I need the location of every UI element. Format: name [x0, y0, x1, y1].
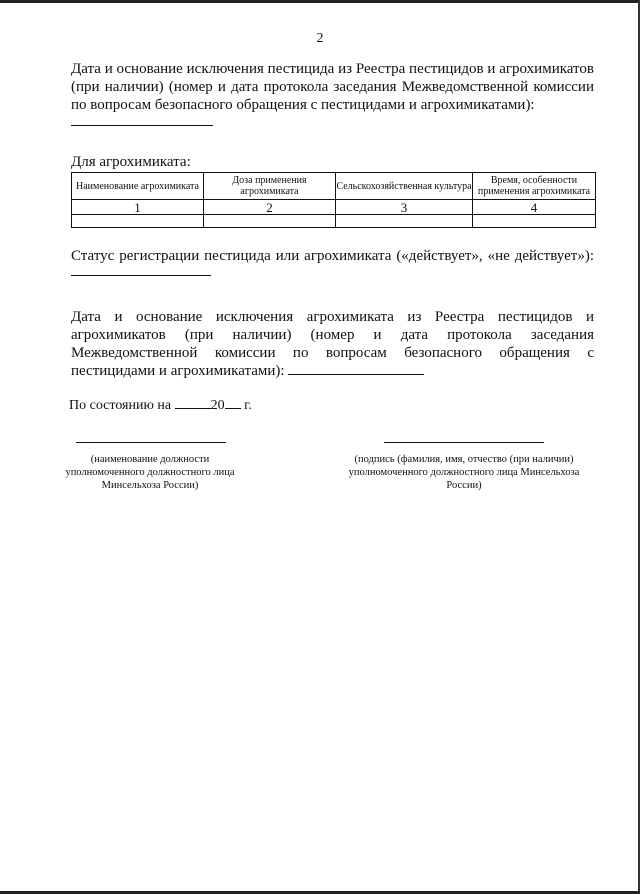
- column-number: 2: [204, 200, 336, 215]
- position-caption: (наименование должности уполномоченного должностного лица Минсельхоза России): [65, 454, 235, 491]
- registration-status-paragraph: Статус регистрации пестицида или агрохимиката («действует», «не действует»):: [71, 248, 594, 264]
- as-of-date: [69, 398, 252, 414]
- pesticide-exclusion-paragraph: Дата и основание исключения пестицида из Реестра пестицидов и агрохимикатов (при наличии) (номер и дата протокола заседания Межведомственной комиссии по вопросам безопасного обращения с пестицидами и агрохимикатами):: [71, 61, 594, 113]
- table-number-row: [72, 200, 596, 215]
- table-cell[interactable]: [72, 215, 204, 228]
- agrochemical-exclusion-paragraph: Дата и основание исключения агрохимиката из Реестра пестицидов и агрохимикатов (при наличии) (номер и дата протокола заседания Межведомственной комиссии по вопросам безопасного обращения с пестицидами и агрохимикатами):: [71, 309, 594, 379]
- as-of-label: По состоянию на: [69, 398, 172, 413]
- header-application-dose: Доза применения агрохимиката: [204, 173, 336, 200]
- pesticide-exclusion-blank[interactable]: [71, 125, 213, 126]
- scan-edge-top: [0, 0, 640, 3]
- table-cell[interactable]: [473, 215, 596, 228]
- table-cell[interactable]: [336, 215, 473, 228]
- day-month-blank[interactable]: [175, 407, 211, 409]
- official-position-block: [64, 442, 236, 492]
- column-number: 1: [72, 200, 204, 215]
- table-row: [72, 215, 596, 228]
- registration-status-blank[interactable]: [71, 275, 211, 276]
- header-crop: Сельскохозяйственная культура: [336, 173, 473, 200]
- year-blank[interactable]: [225, 407, 241, 409]
- table-cell[interactable]: [204, 215, 336, 228]
- year-suffix: г.: [244, 398, 252, 413]
- header-application-time: Время, особенности применения агрохимиката: [473, 173, 596, 200]
- position-line[interactable]: [76, 442, 226, 443]
- header-agrochemical-name: Наименование агрохимиката: [72, 173, 204, 200]
- signature-block: [348, 442, 580, 492]
- column-number: 3: [336, 200, 473, 215]
- signature-line[interactable]: [384, 442, 544, 443]
- table-header-row: [72, 173, 596, 200]
- column-number: 4: [473, 200, 596, 215]
- page-number: 2: [316, 31, 324, 46]
- agrochemical-heading: Для агрохимиката:: [71, 154, 191, 170]
- agrochemical-table: [71, 172, 596, 228]
- agrochemical-exclusion-blank[interactable]: [288, 373, 424, 375]
- signature-caption: (подпись (фамилия, имя, отчество (при наличии) уполномоченного должностного лица Минсельхоза России): [348, 454, 580, 491]
- year-prefix: 20: [210, 398, 225, 413]
